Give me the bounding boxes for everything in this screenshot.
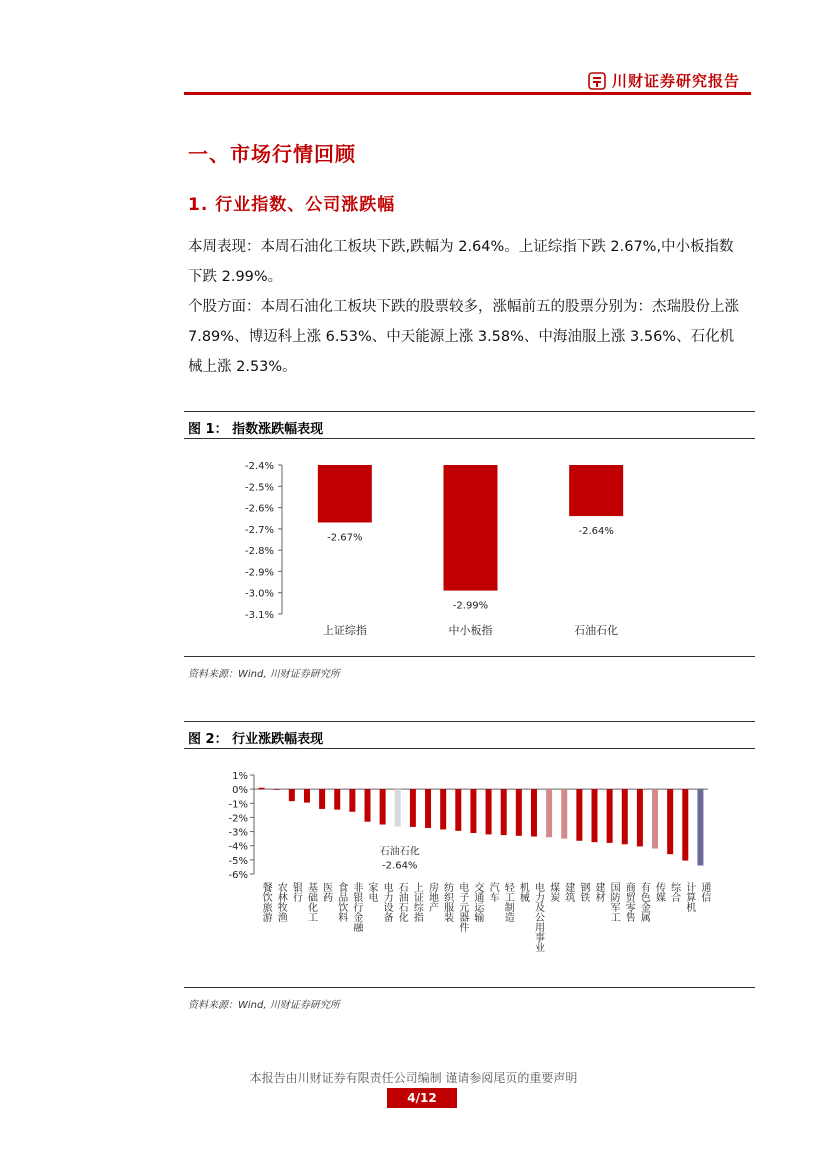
chart2-category-label: 商贸零售 (623, 882, 635, 922)
index-change-chart (184, 450, 755, 650)
chart1-y-tick-label: -2.6% (244, 503, 274, 515)
chart1-y-tick-label: -3.1% (244, 610, 274, 621)
chart2-bar (652, 789, 658, 848)
chart2-y-tick-label: -3% (228, 827, 248, 839)
chart2-category-label: 交通运输 (471, 882, 483, 922)
chart2-bar (546, 789, 552, 837)
chart2-bar (274, 789, 280, 790)
industry-change-chart (184, 760, 755, 982)
chart2-bar (425, 789, 431, 828)
chart1-y-tick-label: -2.8% (244, 546, 274, 558)
chart2-bar (667, 789, 673, 854)
chart1-bar (318, 465, 372, 522)
section-title: 一、市场行情回顾 (188, 142, 356, 166)
figure2-title: 图 2： 行业涨跌幅表现 (188, 732, 324, 747)
chart2-bar (592, 789, 598, 842)
chart1-bar (569, 465, 623, 516)
chart2-category-label: 家电 (366, 882, 377, 902)
chart2-y-tick-label: 1% (232, 771, 248, 782)
figure1-source: 资料来源：Wind, 川财证券研究所 (188, 669, 340, 680)
chart2-category-label: 建筑 (562, 882, 574, 902)
chart2-y-tick-label: -2% (228, 813, 248, 825)
chart2-bar (365, 789, 371, 822)
figure1-bottom-rule (184, 656, 755, 657)
chart1-y-tick-label: -2.4% (244, 461, 274, 472)
chart2-category-label: 食品饮料 (335, 882, 347, 922)
header-divider (184, 92, 751, 95)
chart2-category-label: 钢铁 (577, 882, 589, 902)
chart1-y-tick-label: -3.0% (244, 588, 274, 600)
chart2-category-label: 轻工制造 (502, 882, 514, 922)
chart2-category-label: 上证综指 (411, 882, 423, 922)
chart2-bar (304, 789, 310, 802)
chart1-category-label: 中小板指 (448, 624, 493, 637)
chart2-category-label: 机械 (517, 882, 529, 902)
chart2-y-tick-label: -1% (228, 799, 248, 811)
chart2-category-label: 煤炭 (547, 882, 559, 902)
chart1-y-tick-label: -2.9% (244, 567, 274, 579)
chart2-category-label: 电力设备 (381, 882, 393, 922)
chart2-category-label: 房地产 (426, 882, 438, 912)
figure1-top-rule (184, 411, 755, 412)
chart2-bar (531, 789, 537, 836)
chart2-category-label: 传媒 (653, 882, 665, 902)
chart1-data-label: -2.99% (452, 600, 489, 612)
chart2-bar (395, 789, 401, 826)
figure2-top-rule (184, 721, 755, 722)
chart2-bar (576, 789, 582, 841)
chart1-data-label: -2.64% (578, 526, 614, 538)
chart2-bar (380, 789, 386, 824)
footer-disclaimer: 本报告由川财证券有限责任公司编制 谨请参阅尾页的重要声明 (249, 1071, 578, 1085)
chart2-category-label: 建材 (593, 882, 604, 902)
chart2-category-label: 非银行金融 (350, 882, 362, 932)
chart2-bar (334, 789, 340, 810)
chart1-bar (444, 465, 498, 591)
chart2-bar (637, 789, 643, 846)
chart1-data-label: -2.67% (327, 532, 363, 544)
chart1-category-label: 上证综指 (322, 624, 367, 637)
chart2-y-tick-label: -6% (228, 870, 248, 881)
chart2-category-label: 有色金属 (638, 882, 650, 922)
chart2-bar (289, 789, 295, 801)
chart2-bar (682, 789, 688, 860)
chart1-y-tick-label: -2.5% (244, 482, 274, 494)
chart2-category-label: 餐饮旅游 (260, 882, 272, 922)
chart2-category-label: 电子元器件 (456, 882, 468, 932)
paragraph-stock-performance: 个股方面：本周石油化工板块下跌的股票较多，涨幅前五的股票分别为：杰瑞股份上涨 7.89%、博迈科上涨 6.53%、中天能源上涨 3.58%、中海油服上涨 3.56%、石化机械上涨 2.53%。 (188, 299, 739, 375)
figure1-title-rule (184, 438, 755, 439)
chart2-category-label: 计算机 (683, 882, 695, 912)
chart2-bar (319, 789, 325, 809)
chart2-category-label: 电力及公用事业 (532, 882, 544, 952)
chart2-bar (516, 789, 522, 836)
chart2-bar (607, 789, 613, 843)
chart2-y-tick-label: 0% (232, 785, 248, 797)
chart2-category-label: 医药 (320, 882, 332, 902)
chart2-y-tick-label: -4% (228, 841, 248, 853)
chart2-category-label: 基础化工 (305, 882, 317, 922)
chart2-annotation-value: -2.64% (382, 860, 418, 872)
subsection-title: 1. 行业指数、公司涨跌幅 (188, 195, 396, 215)
chart2-bar (259, 788, 265, 789)
figure2-source: 资料来源：Wind, 川财证券研究所 (188, 1000, 340, 1011)
paragraph-weekly-performance: 本周表现：本周石油化工板块下跌,跌幅为 2.64%。上证综指下跌 2.67%,中小板指数下跌 2.99%。 (188, 239, 734, 285)
chart2-category-label: 国防军工 (608, 882, 620, 922)
chart2-category-label: 石油石化 (396, 882, 408, 922)
chart2-bar (622, 789, 628, 844)
chart1-y-tick-label: -2.7% (244, 524, 274, 536)
chart2-category-label: 通信 (698, 882, 710, 902)
figure1-title: 图 1： 指数涨跌幅表现 (188, 422, 324, 437)
figure2-bottom-rule (184, 987, 755, 988)
chart2-category-label: 纺织服装 (441, 882, 453, 922)
chart2-bar (410, 789, 416, 827)
chart1-category-label: 石油石化 (574, 624, 619, 637)
chart2-bar (455, 789, 461, 831)
chart2-bar (501, 789, 507, 835)
figure2-title-rule (184, 748, 755, 749)
company-logo-icon (588, 72, 606, 90)
chart2-bar (697, 789, 703, 865)
chart2-annotation-label: 石油石化 (379, 846, 420, 858)
chart2-bar (561, 789, 567, 838)
chart2-category-label: 银行 (290, 882, 302, 902)
page-number: 4/12 (387, 1088, 457, 1108)
report-header-title: 川财证券研究报告 (612, 72, 741, 90)
chart2-bar (440, 789, 446, 829)
chart2-category-label: 农林牧渔 (275, 882, 287, 922)
chart2-category-label: 汽车 (487, 882, 499, 902)
chart2-bar (486, 789, 492, 834)
chart2-y-tick-label: -5% (228, 855, 248, 867)
chart2-bar (470, 789, 476, 833)
chart2-category-label: 综合 (668, 882, 680, 902)
chart2-bar (349, 789, 355, 812)
